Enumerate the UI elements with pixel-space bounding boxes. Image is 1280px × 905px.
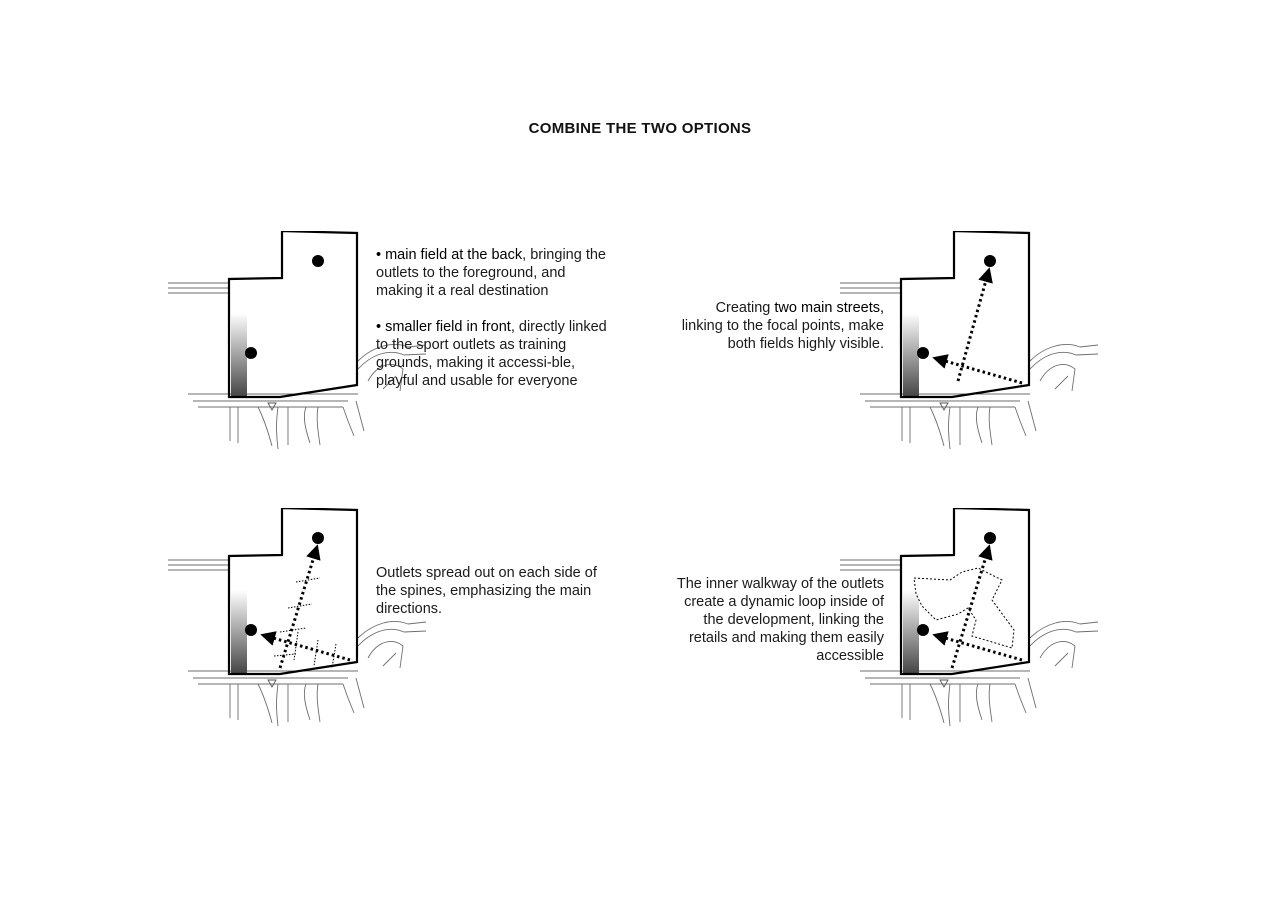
panel-1-paragraph-1 xyxy=(376,246,616,300)
main-streets-arrows xyxy=(938,550,1022,668)
panel-1-rest-2: , directly linked to the sport outlets as training grounds, making it accessi-ble, playful and usable for everyone xyxy=(376,319,607,389)
inner-walkway-loop xyxy=(914,568,1014,648)
panel-3-text: Outlets spread out on each side of the spines, emphasizing the main directions. xyxy=(376,565,597,617)
panel-2-text xyxy=(650,299,884,353)
panel-1-bold-1: • main field at the back xyxy=(376,247,523,263)
panel-4-text: The inner walkway of the outlets create a dynamic loop inside of the development, linking the retails and making them easily accessible xyxy=(676,576,884,664)
panel-2-rest: linking to the focal points, make both fields highly visible. xyxy=(681,318,884,352)
site-diagram-3 xyxy=(168,508,430,730)
panel-2-prefix: Creating xyxy=(715,300,775,316)
page-title: COMBINE THE TWO OPTIONS xyxy=(528,120,752,137)
panel-2-bold: two main streets, xyxy=(774,300,884,316)
panel-1-bold-2: • smaller field in front xyxy=(376,319,511,335)
panel-1-text xyxy=(376,246,616,408)
panel-1-rest-1: , bringing the outlets to the foreground, and making it a real destination xyxy=(376,247,606,299)
panel-1-paragraph-2 xyxy=(376,318,616,390)
main-streets-arrows xyxy=(938,273,1022,383)
spine-arrows xyxy=(266,550,350,668)
